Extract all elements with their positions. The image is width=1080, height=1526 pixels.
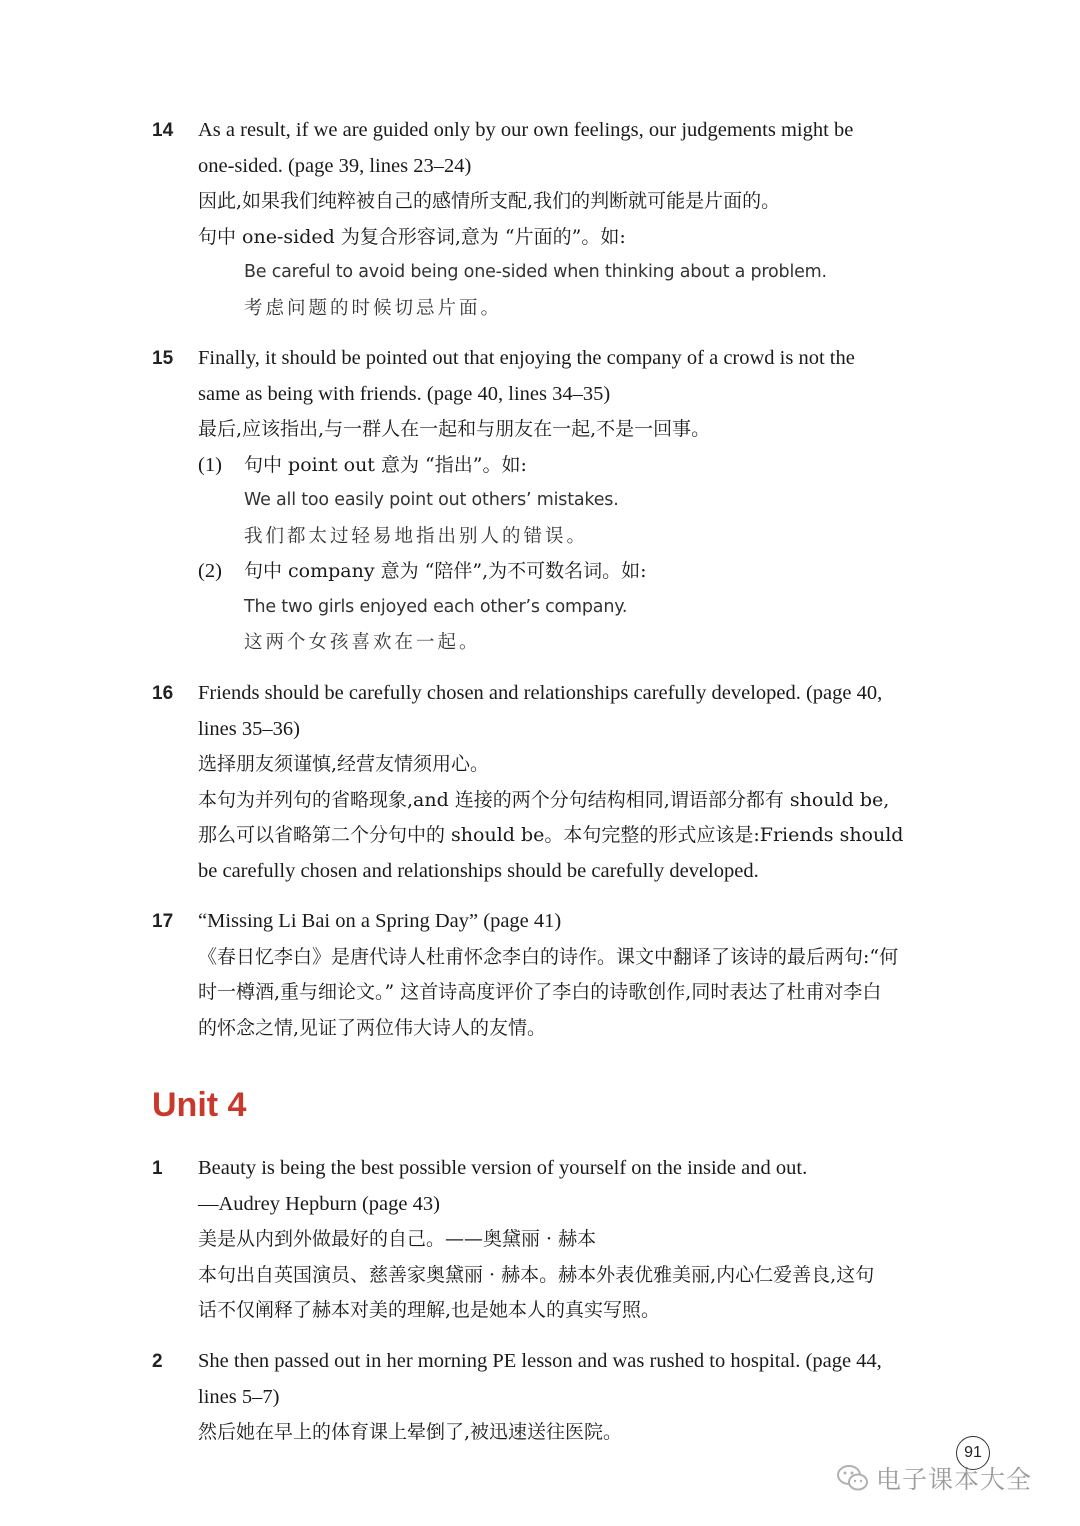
subpoint-1 xyxy=(198,448,922,555)
note-translation: 选择朋友须谨慎,经营友情须用心。 xyxy=(198,753,490,775)
note-explanation-line: 话不仅阐释了赫本对美的理解,也是她本人的真实写照。 xyxy=(198,1299,661,1321)
note-explanation-line: 《春日忆李白》是唐代诗人杜甫怀念李白的诗作。课文中翻译了该诗的最后两句:“何 xyxy=(198,945,899,968)
note-16 xyxy=(152,676,922,889)
note-explanation-line: 的怀念之情,见证了两位伟大诗人的友情。 xyxy=(198,1016,547,1039)
note-sentence-line: lines 35–36) xyxy=(198,717,300,740)
note-explanation-line: 那么可以省略第二个分句中的 should be。本句完整的形式应该是:Friends should xyxy=(198,824,904,846)
example-chinese: 这两个女孩喜欢在一起。 xyxy=(244,632,481,653)
note-sentence-line: one-sided. (page 39, lines 23–24) xyxy=(198,154,472,177)
note-sentence-line: As a result, if we are guided only by our own feelings, our judgements might be xyxy=(198,119,854,141)
unit4-note-1 xyxy=(152,1151,922,1329)
note-sentence-line: —Audrey Hepburn (page 43) xyxy=(198,1192,440,1215)
subpoint-2 xyxy=(198,554,922,661)
subpoint-label: (1) xyxy=(198,453,222,476)
note-translation: 美是从内到外做最好的自己。——奥黛丽 · 赫本 xyxy=(198,1228,597,1250)
note-explanation: 句中 one-sided 为复合形容词,意为 “片面的”。如: xyxy=(198,225,626,248)
note-number: 2 xyxy=(152,1351,163,1372)
note-number: 14 xyxy=(152,120,174,141)
note-sentence-line: lines 5–7) xyxy=(198,1385,280,1408)
subpoint-text: 句中 point out 意为 “指出”。如: xyxy=(244,453,527,476)
note-17 xyxy=(152,904,922,1046)
watermark-text: 电子课本大全 xyxy=(876,1465,1033,1494)
note-sentence-line: same as being with friends. (page 40, lines 34–35) xyxy=(198,382,611,405)
note-sentence-line: “Missing Li Bai on a Spring Day” (page 41) xyxy=(198,910,562,932)
unit-heading: Unit 4 xyxy=(152,1086,247,1124)
note-sentence-line: Beauty is being the best possible version of yourself on the inside and out. xyxy=(198,1157,808,1179)
note-explanation-line: 时一樽酒,重与细论文。” 这首诗高度评价了李白的诗歌创作,同时表达了杜甫对李白 xyxy=(198,981,882,1003)
note-explanation-line: 本句为并列句的省略现象,and 连接的两个分句结构相同,谓语部分都有 should be, xyxy=(198,788,890,811)
note-sentence-line: Friends should be carefully chosen and relationships carefully developed. (page 40, xyxy=(198,682,883,704)
subpoint-text: 句中 company 意为 “陪伴”,为不可数名词。如: xyxy=(244,560,647,582)
note-number: 16 xyxy=(152,683,174,704)
note-explanation-line: be carefully chosen and relationships should be carefully developed. xyxy=(198,859,759,882)
page-number: 91 xyxy=(956,1436,990,1470)
watermark xyxy=(836,1460,1032,1496)
note-number: 15 xyxy=(152,348,174,369)
unit4-note-2 xyxy=(152,1344,922,1451)
note-translation: 最后,应该指出,与一群人在一起和与朋友在一起,不是一回事。 xyxy=(198,418,711,440)
note-translation: 然后她在早上的体育课上晕倒了,被迅速送往医院。 xyxy=(198,1421,623,1443)
wechat-icon xyxy=(836,1463,870,1493)
note-sentence-line: Finally, it should be pointed out that enjoying the company of a crowd is not the xyxy=(198,347,855,369)
example-english: We all too easily point out others’ mistakes. xyxy=(244,490,619,510)
note-14 xyxy=(152,113,922,326)
note-translation: 因此,如果我们纯粹被自己的感情所支配,我们的判断就可能是片面的。 xyxy=(198,190,781,212)
example-english: The two girls enjoyed each other’s company. xyxy=(244,596,628,617)
example-chinese: 考虑问题的时候切忌片面。 xyxy=(244,297,503,319)
example-english: Be careful to avoid being one-sided when thinking about a problem. xyxy=(244,262,827,282)
subpoint-label: (2) xyxy=(198,560,222,582)
note-explanation-line: 本句出自英国演员、慈善家奥黛丽 · 赫本。赫本外表优雅美丽,内心仁爱善良,这句 xyxy=(198,1263,875,1286)
note-sentence-line: She then passed out in her morning PE lesson and was rushed to hospital. (page 44, xyxy=(198,1350,882,1372)
example-chinese: 我们都太过轻易地指出别人的错误。 xyxy=(244,525,589,547)
note-number: 17 xyxy=(152,911,174,932)
note-15 xyxy=(152,341,922,661)
note-number: 1 xyxy=(152,1158,163,1179)
